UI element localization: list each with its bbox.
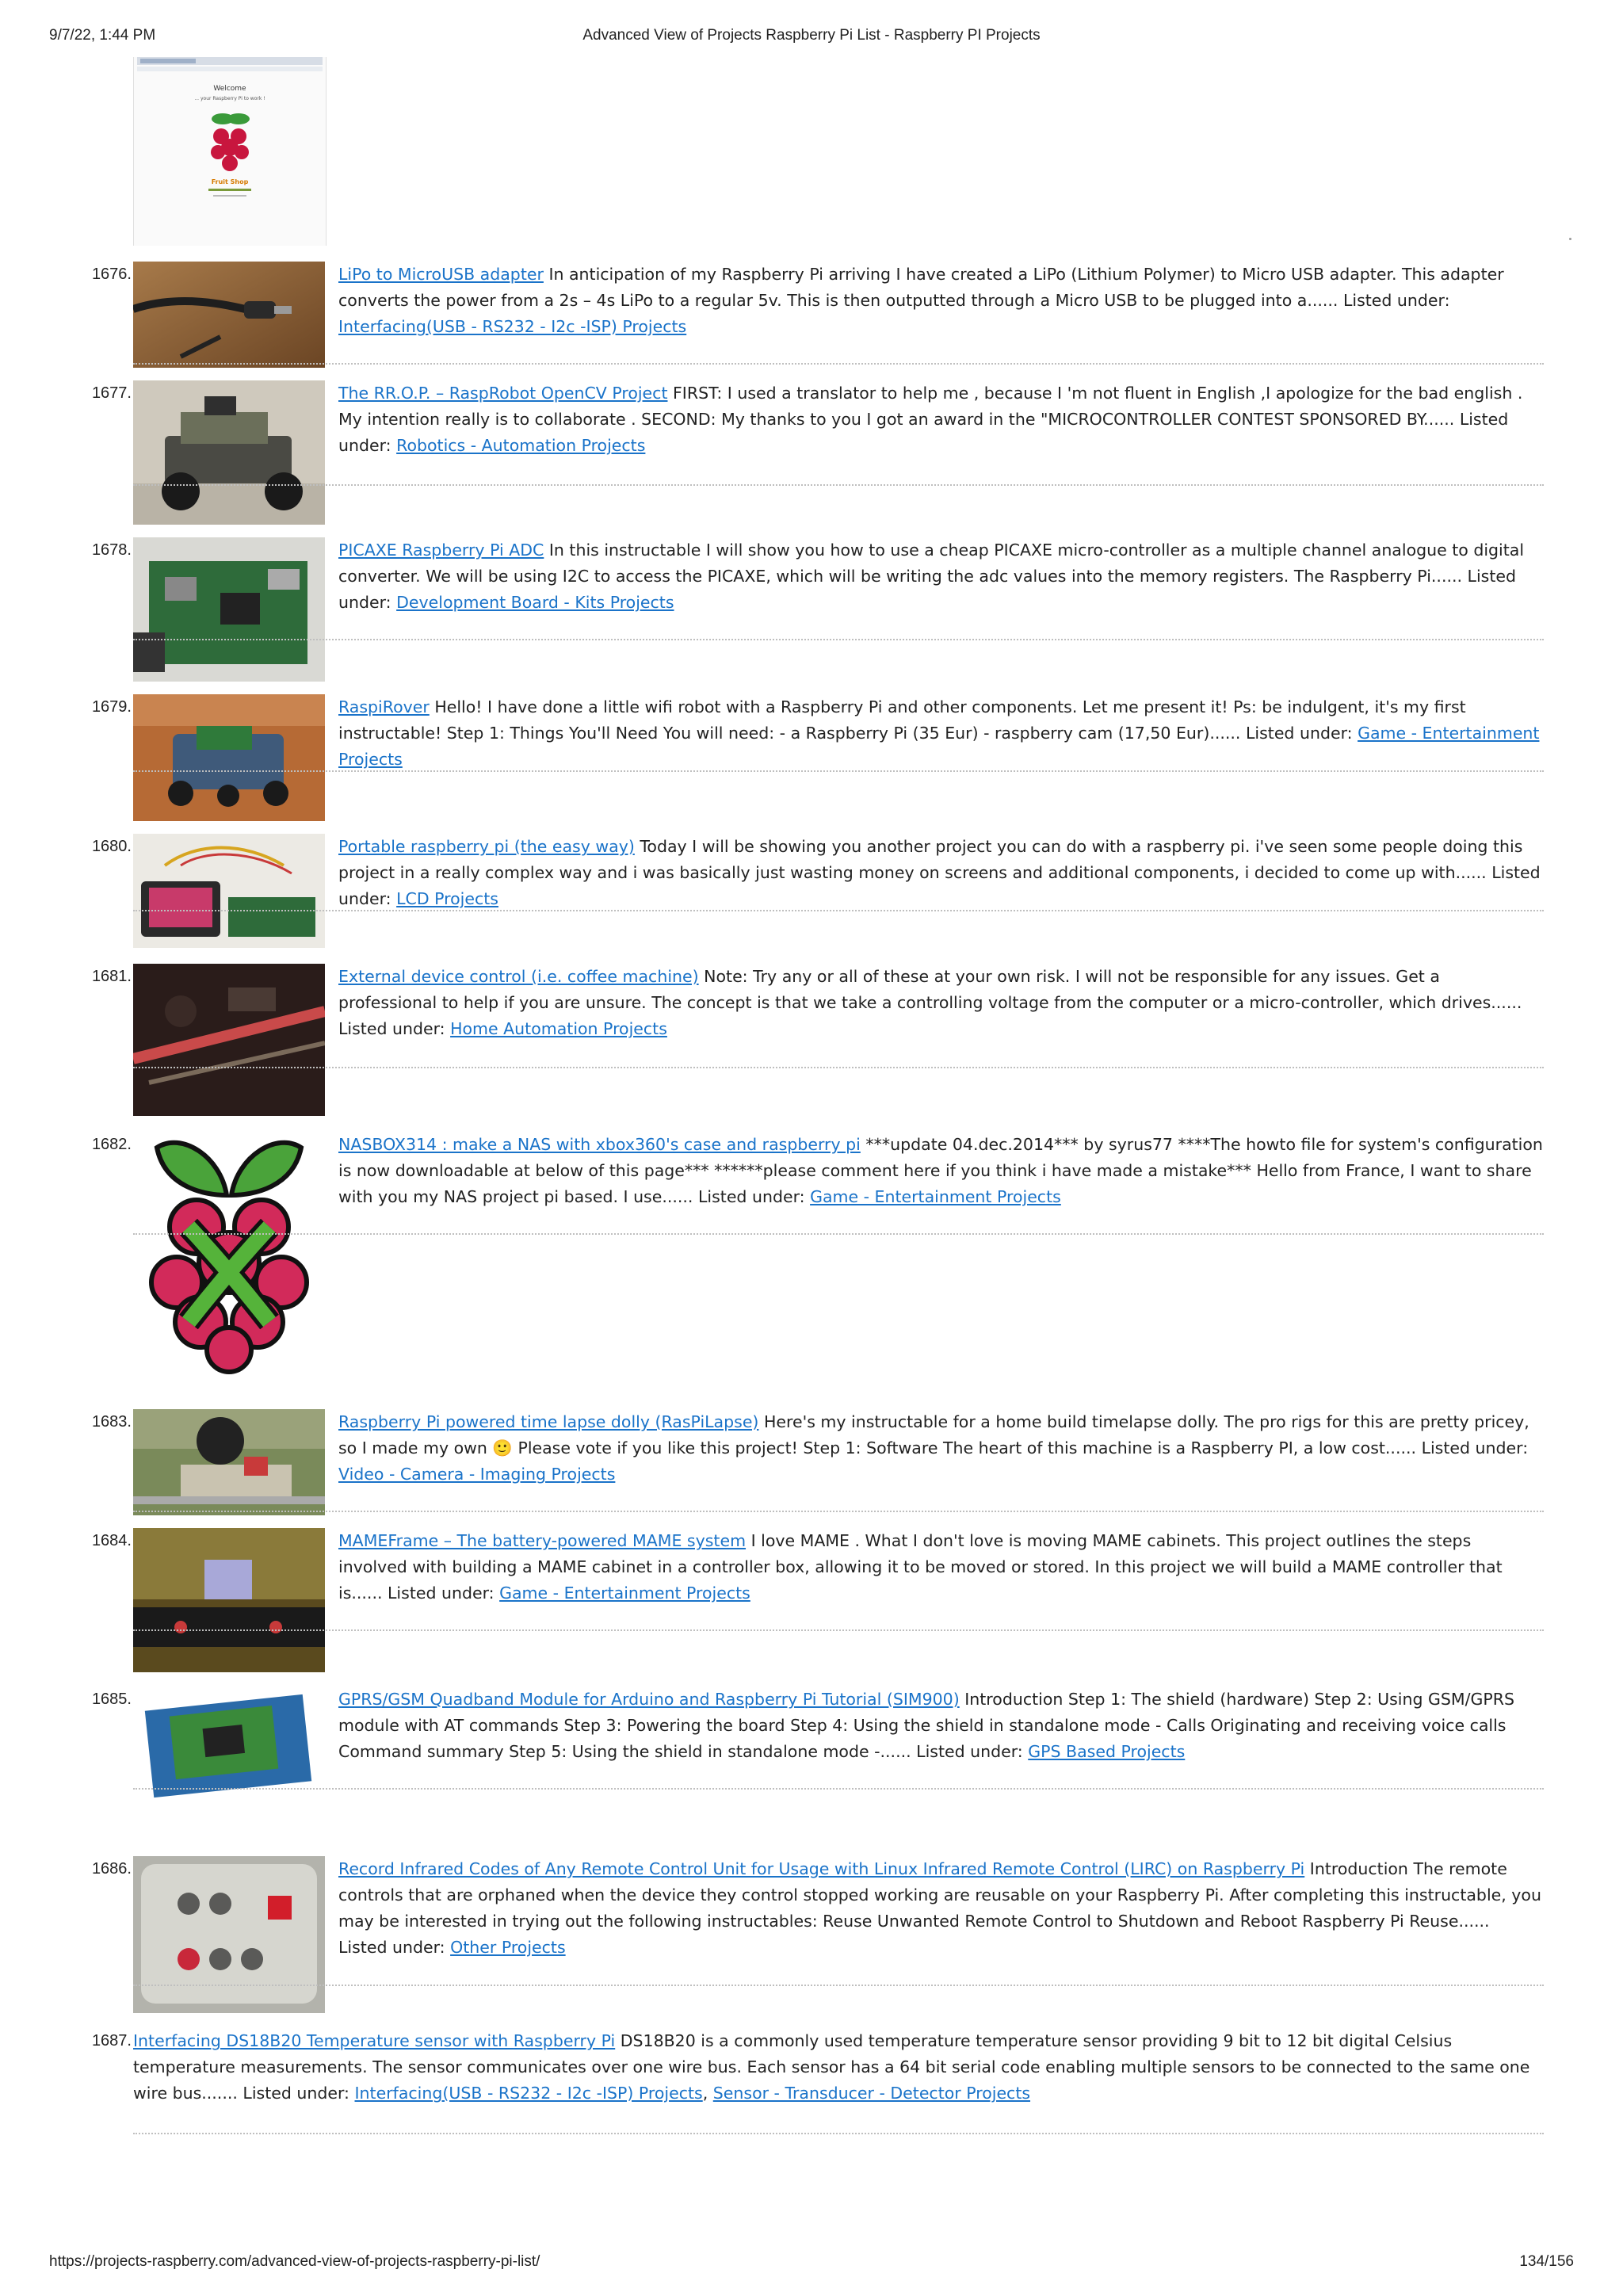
entry-divider	[133, 1233, 1544, 1235]
category-link[interactable]: GPS Based Projects	[1028, 1742, 1186, 1761]
category-link[interactable]: Game - Entertainment Projects	[338, 724, 1540, 769]
welcome-text: Welcome	[213, 85, 246, 93]
listed-under-label: Listed under:	[916, 1742, 1023, 1761]
entry-text	[338, 1528, 1543, 1606]
listed-under-label: Listed under:	[338, 1938, 445, 1957]
entry-title-link[interactable]: LiPo to MicroUSB adapter	[338, 265, 544, 284]
entry-divider	[133, 363, 1544, 365]
entry-title-link[interactable]: The RR.O.P. – RaspRobot OpenCV Project	[338, 384, 668, 403]
print-date: 9/7/22, 1:44 PM	[49, 27, 156, 44]
entry-title-link[interactable]: PICAXE Raspberry Pi ADC	[338, 541, 544, 560]
print-page-title: Advanced View of Projects Raspberry Pi List - Raspberry PI Projects	[582, 27, 1041, 44]
fruit-shop-logo-text: Fruit Shop	[211, 178, 249, 185]
entry-divider	[133, 1067, 1544, 1068]
category-link[interactable]: Interfacing(USB - RS232 - I2c -ISP) Projects	[354, 2084, 703, 2103]
entry-description: Introduction The remote controls that are orphaned when the device they control stopped working are reusable on your Raspberry Pi. After completing this instructable, you may be interested in trying out the following instructables: Reuse Unwanted Remote Control to Shutdown and Reboot Raspberry Pi Reuse......	[338, 1859, 1541, 1931]
gsm-shield-photo	[133, 1687, 325, 1801]
entry-divider	[133, 1629, 1544, 1631]
entry-thumbnail[interactable]	[133, 1856, 325, 2013]
entry-title-link[interactable]: RaspiRover	[338, 697, 430, 716]
remote-control-photo	[133, 1856, 325, 2013]
entry-divider	[133, 1985, 1544, 1986]
browser-screenshot-image	[134, 57, 326, 246]
entry-thumbnail[interactable]	[133, 380, 325, 525]
entry-description: Note: Try any or all of these at your own risk. I will not be responsible for any issues. Get a professional to help if you are unsure. The concept is that we take a controlling voltage from the computer or a micro-controller, which drives......	[338, 967, 1522, 1012]
entry-text	[338, 694, 1543, 773]
entry-description: FIRST: I used a translator to help me , because I 'm not fluent in English ,I apologize for the bad english . My intention really is to collaborate . SECOND: My thanks to you I got an award in the "MICROCONTROLLER CONTEST SPONSORED BY......	[338, 384, 1523, 429]
entry-divider	[133, 484, 1544, 486]
entry-number: 1680.	[91, 838, 132, 855]
entry-title-link[interactable]: Record Infrared Codes of Any Remote Control Unit for Usage with Linux Infrared Remote Control (LIRC) on Raspberry Pi	[338, 1859, 1305, 1878]
entry-text	[338, 1132, 1543, 1210]
entry-description: Introduction Step 1: The shield (hardware) Step 2: Using GSM/GPRS module with AT commands Step 3: Powering the board Step 4: Using the shield in standalone mode - Calls Originating and receiving voice calls Command summary Step 5: Using the shield in standalone mode -......	[338, 1690, 1515, 1761]
entry-thumbnail[interactable]	[133, 1528, 325, 1672]
entry-description: Today I will be showing you another project you can do with a raspberry pi. i've seen some people doing this project in a really complex way and i was basically just wasting money on screens and additional components, i decided to come up with......	[338, 837, 1523, 882]
listed-under-label: Listed under:	[1245, 724, 1353, 743]
rover-photo	[133, 694, 325, 821]
category-link[interactable]: Interfacing(USB - RS232 - I2c -ISP) Projects	[338, 317, 687, 336]
listed-under-label: Listed under:	[338, 863, 1541, 908]
listed-under-label: Listed under:	[1421, 1438, 1529, 1457]
entry-description: In anticipation of my Raspberry Pi arriving I have created a LiPo (Lithium Polymer) to Micro USB adapter. This adapter converts the power from a 2s – 4s LiPo to a regular 5v. This is then outputted through a Micro USB to be plugged into a......	[338, 265, 1504, 310]
entry-title-link[interactable]: External device control (i.e. coffee machine)	[338, 967, 699, 986]
entry-thumbnail[interactable]	[133, 964, 325, 1116]
mame-frame-photo	[133, 1528, 325, 1672]
entry-number: 1676.	[91, 266, 132, 283]
entry-divider	[133, 910, 1544, 911]
listed-under-label: Listed under:	[242, 2084, 349, 2103]
category-link[interactable]: Development Board - Kits Projects	[396, 593, 674, 612]
entry-number: 1684.	[91, 1532, 132, 1549]
entry-number: 1679.	[91, 698, 132, 716]
entry-text	[133, 2028, 1544, 2107]
listed-under-label: Listed under:	[388, 1584, 495, 1603]
listed-under-label: Listed under:	[338, 1019, 445, 1038]
entry-number: 1683.	[91, 1413, 132, 1431]
usb-cable-photo	[133, 262, 325, 368]
listed-under-label: Listed under:	[338, 410, 1509, 455]
entry-thumbnail[interactable]	[133, 1409, 325, 1515]
category-link[interactable]: Game - Entertainment Projects	[499, 1584, 750, 1603]
entry-title-link[interactable]: Raspberry Pi powered time lapse dolly (RasPiLapse)	[338, 1412, 759, 1431]
robot-car-photo	[133, 380, 325, 525]
entry-text	[338, 1856, 1543, 1961]
entry-text	[338, 1409, 1543, 1488]
stray-dot	[1569, 238, 1571, 240]
welcome-subtext: ... your Raspberry Pi to work !	[194, 96, 265, 101]
listed-under-label: Listed under:	[697, 1187, 805, 1206]
entry-text	[338, 380, 1543, 459]
entry-number: 1677.	[91, 384, 132, 402]
entry-thumbnail[interactable]	[133, 834, 325, 948]
entry-number: 1681.	[91, 968, 132, 985]
entry-number: 1682.	[91, 1136, 132, 1153]
entry-divider	[133, 770, 1544, 772]
print-page-number: 134/156	[1519, 2253, 1574, 2270]
listed-under-label: Listed under:	[1342, 291, 1450, 310]
print-footer	[49, 2253, 1574, 2277]
category-link[interactable]: Sensor - Transducer - Detector Projects	[712, 2084, 1031, 2103]
entry-text	[338, 537, 1543, 616]
entry-title-link[interactable]: NASBOX314 : make a NAS with xbox360's case and raspberry pi	[338, 1135, 861, 1154]
entry-number: 1678.	[91, 541, 132, 559]
raspberry-xbox-logo-image	[133, 1132, 325, 1376]
category-separator: ,	[702, 2084, 713, 2103]
print-url: https://projects-raspberry.com/advanced-view-of-projects-raspberry-pi-list/	[49, 2253, 540, 2270]
listed-under-label: Listed under:	[338, 567, 1517, 612]
entry-description: In this instructable I will show you how to use a cheap PICAXE micro-controller as a multiple channel analogue to digital converter. We will be using I2C to access the PICAXE, which will be writing the adc values into the memory registers. The Raspberry Pi......	[338, 541, 1525, 586]
entry-number: 1687.	[91, 2032, 132, 2050]
entry-title-link[interactable]: GPRS/GSM Quadband Module for Arduino and Raspberry Pi Tutorial (SIM900)	[338, 1690, 960, 1709]
entry-description: Hello! I have done a little wifi robot with a Raspberry Pi and other components. Let me present it! Ps: be indulgent, it's my first instructable! Step 1: Things You'll Need You will need: - a Raspberry Pi (35 Eur) - raspberry cam (17,50 Eur)......	[338, 697, 1466, 743]
entry-text	[338, 1687, 1543, 1765]
entry-description: DS18B20 is a commonly used temperature temperature sensor providing 9 bit to 12 bit digital Celsius temperature measurements. The sensor communicates over one wire bus. Each sensor has a 64 bit serial code enabling multiple sensors to be connected to the same one wire bus.......	[133, 2031, 1530, 2103]
entry-thumbnail[interactable]	[133, 1687, 325, 1801]
device-control-photo	[133, 964, 325, 1116]
category-link[interactable]: Game - Entertainment Projects	[810, 1187, 1061, 1206]
entry-thumbnail[interactable]	[133, 694, 325, 821]
previous-entry-thumbnail[interactable]	[133, 57, 327, 246]
entry-thumbnail[interactable]	[133, 1132, 325, 1376]
entry-number: 1686.	[91, 1860, 132, 1878]
category-link[interactable]: Video - Camera - Imaging Projects	[338, 1465, 616, 1484]
entry-description: I love MAME . What I don't love is moving MAME cabinets. This project outlines the steps involved with building a MAME cabinet in a controller box, allowing it to be moved or stored. In this project we will build a MAME controller that is......	[338, 1531, 1503, 1603]
category-link[interactable]: Home Automation Projects	[450, 1019, 667, 1038]
category-link[interactable]: Other Projects	[450, 1938, 566, 1957]
entry-title-link[interactable]: MAMEFrame – The battery-powered MAME system	[338, 1531, 747, 1550]
entry-divider	[133, 1788, 1544, 1790]
entry-number: 1685.	[91, 1690, 132, 1708]
entry-title-link[interactable]: Interfacing DS18B20 Temperature sensor with Raspberry Pi	[133, 2031, 616, 2050]
entry-text	[338, 262, 1543, 340]
entry-divider	[133, 2133, 1544, 2134]
entry-text	[338, 834, 1543, 912]
entry-thumbnail[interactable]	[133, 262, 325, 368]
category-link[interactable]: LCD Projects	[396, 889, 498, 908]
entry-text	[338, 964, 1543, 1042]
entry-description: ***update 04.dec.2014*** by syrus77 ****The howto file for system's configuration is now downloadable at below of this page*** ******please comment here if you think i have made a mistake*** Hello from France, I want to share with you my NAS project pi based. I use......	[338, 1135, 1543, 1206]
entry-divider	[133, 639, 1544, 640]
timelapse-dolly-photo	[133, 1409, 325, 1515]
category-link[interactable]: Robotics - Automation Projects	[396, 436, 646, 455]
entry-title-link[interactable]: Portable raspberry pi (the easy way)	[338, 837, 635, 856]
pi-board-photo	[133, 537, 325, 682]
entry-thumbnail[interactable]	[133, 537, 325, 682]
portable-pi-photo	[133, 834, 325, 948]
entry-description: Here's my instructable for a home build timelapse dolly. The pro rigs for this are pretty pricey, so I made my own 🙂 Please vote if you like this project! Step 1: Software The heart of this machine is a Raspberry PI, a low cost......	[338, 1412, 1529, 1457]
entry-divider	[133, 1511, 1544, 1512]
